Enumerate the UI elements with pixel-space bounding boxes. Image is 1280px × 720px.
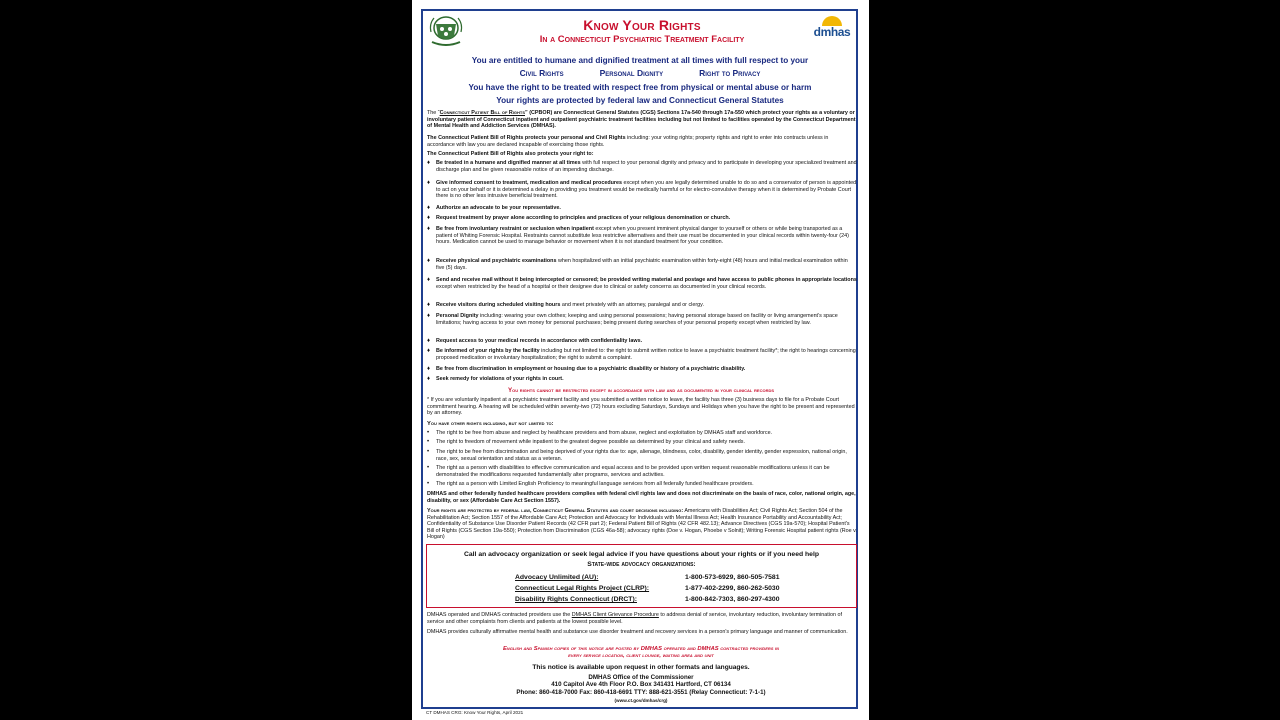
advocacy-box — [426, 544, 857, 608]
footer-note: CT DMHAS CRG: Know Your Rights, April 2021 — [426, 710, 524, 715]
org-phones: 1-800-573-6929, 860-505-7581 — [685, 574, 780, 581]
asterisk-note: * If you are voluntarily inpatient at a psychiatric treatment facility and you submitted a written notice to leave, the facility has three (3) business days to file for a Probate Court commitment hearing. A hearing will be scheduled within seventy-two (72) hours excluding Saturdays, Sundays and Holidays when you have the right to be present and represented by an attorney. — [427, 397, 855, 416]
org-phones: 1-877-402-2299, 860-262-5030 — [685, 585, 780, 592]
bullet-item: ♦ Be free from discrimination in employment or housing due to a psychiatric disability or history of a psychiatric disability. — [427, 366, 746, 372]
bullet-item: ♦ Be informed of your rights by the facility including but not limited to: the right to submit written notice to leave a psychiatric treatment facility*; the right to hearings concerning proposed medication or involuntary hospitalization; the right to submit a complaint. — [427, 348, 856, 361]
right-privacy: Right to Privacy — [699, 68, 761, 78]
list-item: • The right to be free from abuse and neglect by healthcare providers and from abuse, neglect and exploitation by DMHAS staff and workforce. — [427, 430, 773, 436]
posted-notice: English and Spanish copies of this notice are posted by DMHAS operated and DMHAS contracted providers in every service location, client lounge, waiting area and unit — [502, 646, 780, 659]
grievance-text: DMHAS operated and DMHAS contracted providers use the DMHAS Client Grievance Procedure to address denial of service, involuntary reduction, involuntary termination of service and other complaints from clients and patients at the lowest possible level. — [427, 612, 842, 625]
bullet-item: ♦ Request access to your medical records in accordance with confidentiality laws. — [427, 338, 643, 344]
rights-row — [430, 68, 850, 78]
logo-text: dmhas — [813, 25, 851, 39]
org-link-drct[interactable]: Disability Rights Connecticut (DRCT): — [515, 596, 637, 603]
bullet-item: ♦ Be free from involuntary restraint or seclusion when inpatient except when you present imminent physical danger to yourself or others or while being transported as a patient of Whiting Forensic Hospital. Restraints cannot substitute less restrictive alternatives and their use must be documented in your clinical records within twenty-four (24) hours. Medication cannot be used to manage behavior or movement when it is not standard treatment for your condition. — [427, 226, 849, 245]
org-link-clrp[interactable]: Connecticut Legal Rights Project (CLRP): — [515, 585, 650, 592]
bullet-item: ♦ Be treated in a humane and dignified manner at all times with full respect to your personal dignity and privacy and to participate in developing your specialized treatment and discharge plan and be given reasonable notice of an impending discharge. — [427, 160, 857, 173]
abuse-line: You have the right to be treated with respect free from physical or mental abuse or harm — [468, 83, 812, 92]
office-name: DMHAS Office of the Commissioner — [588, 674, 694, 681]
bullet-item: ♦ Personal Dignity including: wearing your own clothes; keeping and using personal possessions; having personal storage based on facility or living arrangement’s space limitations; having access to your own money for personal purchases; being present during searches of your personal property except when restricted by law. — [427, 313, 838, 326]
restriction-notice: You rights cannot be restricted except in accordance with law and as documented in your clinical records — [507, 387, 775, 394]
entitlement-line: You are entitled to humane and dignified treatment at all times with full respect to your — [471, 56, 809, 65]
office-phone: Phone: 860-418-7000 Fax: 860-418-6691 TTY: 888-621-3551 (Relay Connecticut: 7-1-1) — [516, 689, 766, 696]
bullet-item: ♦ Receive physical and psychiatric examinations when hospitalized with an initial psychiatric examination within forty-eight (48) hours and initial medical examination within five (5) days. — [427, 258, 848, 271]
bullet-item: ♦ Request treatment by prayer alone according to principles and practices of your religious denomination or church. — [427, 215, 731, 221]
intro-also-protects: The Connecticut Patient Bill of Rights also protects your right to: — [427, 151, 594, 157]
intro-cpbor: The “Connecticut Patient Bill of Rights” (CPBOR) are Connecticut General Statutes (CGS) Sections 17a-540 through 17a-550 which protect your rights as a voluntary or involuntary patient of Connecticut inpatient and outpatient psychiatric treatment facilities including but not limited to facilities operated by the Connecticut Department of Mental Health and Addiction Services (DMHAS). — [427, 110, 856, 129]
right-civil: Civil Rights — [519, 68, 564, 78]
list-item: • The right to freedom of movement while inpatient to the greatest degree possible as determined by your clinical and safety needs. — [427, 439, 745, 445]
office-address: 410 Capitol Ave 4th Floor P.O. Box 341431 Hartford, CT 06134 — [551, 681, 731, 688]
bullet-item: ♦ Authorize an advocate to be your representative. — [427, 205, 561, 211]
bullet-item: ♦ Seek remedy for violations of your rights in court. — [427, 376, 564, 382]
bullet-item: ♦ Receive visitors during scheduled visiting hours and meet privately with an attorney, paralegal and or clergy. — [427, 302, 704, 308]
protection-line: Your rights are protected by federal law and Connecticut General Statutes — [496, 96, 784, 105]
org-phones: 1-800-842-7303, 860-297-4300 — [685, 596, 780, 603]
grievance-link[interactable]: DMHAS Client Grievance Procedure — [571, 612, 659, 618]
right-dignity: Personal Dignity — [599, 68, 664, 78]
cultural-services-text: DMHAS provides culturally affirmative mental health and substance use disorder treatment and recovery services in a person's primary language and manner of communication. — [427, 629, 848, 635]
available-notice: This notice is available upon request in other formats and languages. — [532, 664, 750, 671]
bullet-item: ♦ Give informed consent to treatment, medication and medical procedures except when you are legally determined unable to do so and a conservator of person is appointed to act on your behalf or it is determined a delay in providing you treatment would be medically harmful or for electro-convulsive therapy when it is determined by Probate Court there is no other less intrusive beneficial treatment. — [427, 180, 857, 199]
document-page — [412, 0, 869, 720]
dmhas-logo — [810, 13, 854, 41]
page-subtitle: In a Connecticut Psychiatric Treatment Facility — [539, 34, 745, 45]
bullet-item: ♦ Send and receive mail without it being intercepted or censored; be provided writing material and postage and have access to public phones in appropriate locations except when restricted by the head of a hospital or their designee due to clinical or safety concerns as documented in your clinical records. — [427, 277, 857, 290]
protected-by-laws: Your rights are protected by federal law, Connecticut General Statutes and court decisions including: Americans with Disabilities Act; Civil Rights Act; Section 504 of the Rehabilitation Act; Section 1557 of the Affordable Care Act; Protection and Advocacy for Individuals with Mental Illness Act; Health Insurance Portability and Accountability Act; Confidentiality of Substance Use Disorder Patient Records (42 CFR part 2); Federal Patient Bill of Rights (42 CFR 482.13); Advance Directives (CGS 19a-570); Hospital Patient's Bill of Rights (CGS Section 19a-550); Protection from Discrimination (CGS 46a-58); advocacy rights (Doe v. Hogan, Phoebe v Solnit); Writing Forensic Hospital patient rights (Roe v. Hogan) — [427, 508, 857, 540]
other-rights-heading: You have other rights including, but not limited to: — [427, 421, 554, 427]
cpbor-name: Connecticut Patient Bill of Rights — [439, 110, 526, 116]
page-title: Know Your Rights — [583, 17, 701, 33]
list-item: • The right as a person with Limited English Proficiency to meaningful language services from all federally funded healthcare providers. — [427, 481, 754, 487]
intro-civil-rights: The Connecticut Patient Bill of Rights protects your personal and Civil Rights including: your voting rights; property rights and right to enter into contracts unless in accordance with law you are declared incapable of exercising those rights. — [427, 135, 829, 148]
advocacy-heading: State-wide advocacy organizations: — [587, 561, 696, 568]
list-item: • The right as a person with disabilities to effective communication and equal access and to be provided upon written request reasonable modifications unless it can be demonstrated the modifications requested fundamentally alter programs, services and activities. — [427, 465, 830, 478]
org-link-au[interactable]: Advocacy Unlimited (AU): — [515, 574, 599, 581]
list-item: • The right to be free from discrimination and being deprived of your rights due to: age, alienage, blindness, color, disability, gender identity, gender expression, national origin, race, sex, sexual orientation and status as a veteran. — [427, 449, 847, 462]
compliance-statement: DMHAS and other federally funded healthcare providers complies with federal civil rights law and does not discriminate on the basis of race, color, national origin, age, disability, or sex (Affordable Care Act Section 1557). — [427, 491, 856, 504]
connecticut-seal-icon — [428, 14, 464, 48]
office-website[interactable]: (www.ct.gov/dmhas/crg) — [614, 698, 668, 703]
advocacy-intro: Call an advocacy organization or seek legal advice if you have questions about your rights or if you need help — [463, 551, 820, 558]
